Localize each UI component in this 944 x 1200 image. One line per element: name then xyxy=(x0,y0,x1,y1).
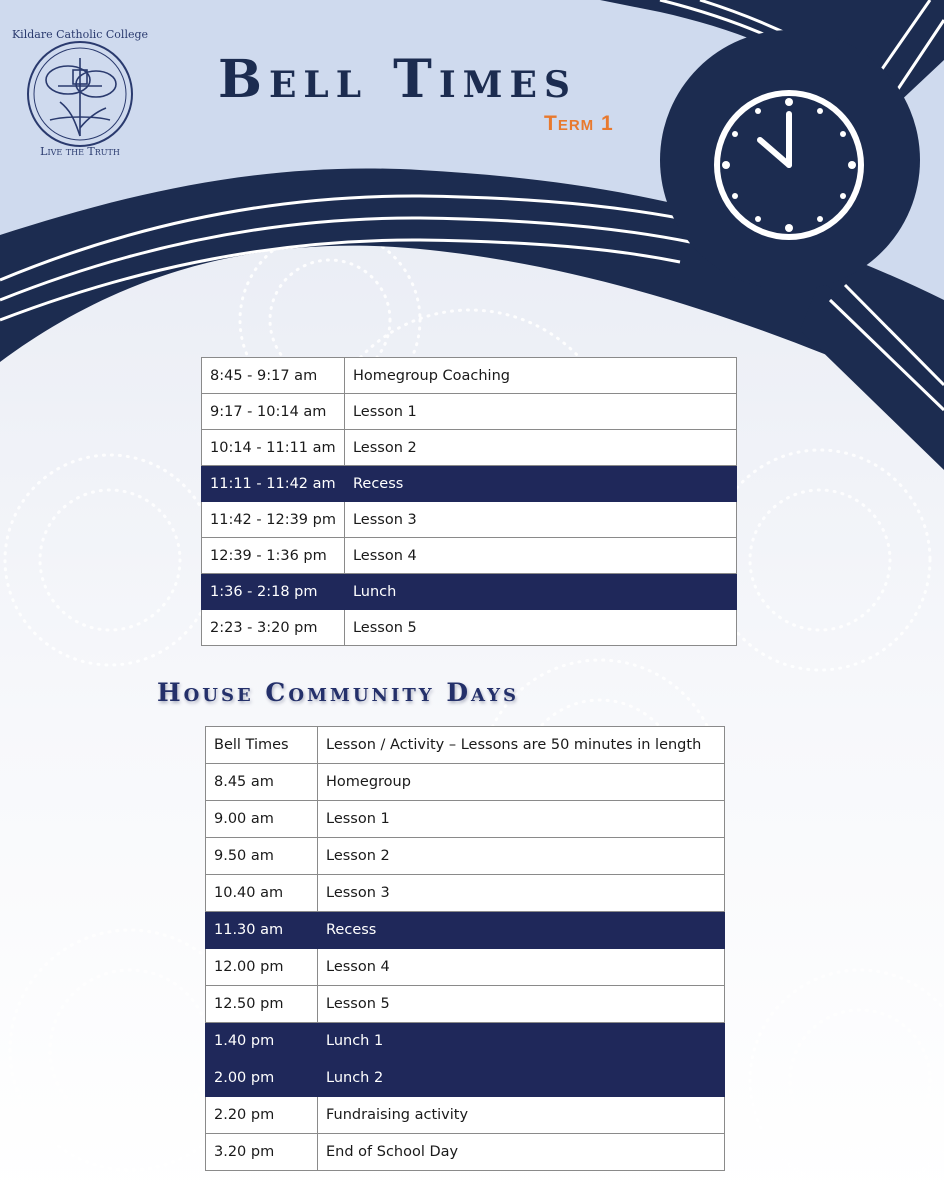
time-cell: 2.00 pm xyxy=(206,1060,318,1097)
table-row xyxy=(206,801,725,838)
activity-cell: Lesson 1 xyxy=(318,801,725,838)
table-row xyxy=(206,875,725,912)
time-cell: 11:42 - 12:39 pm xyxy=(202,502,345,538)
activity-cell: Lesson 4 xyxy=(344,538,736,574)
table-row xyxy=(202,394,737,430)
activity-cell: Lesson 2 xyxy=(344,430,736,466)
activity-cell: Lesson 3 xyxy=(344,502,736,538)
term-label: Term 1 xyxy=(544,112,614,135)
time-cell: 10.40 am xyxy=(206,875,318,912)
activity-cell: End of School Day xyxy=(318,1134,725,1171)
activity-cell: Lesson 3 xyxy=(318,875,725,912)
time-cell: 9:17 - 10:14 am xyxy=(202,394,345,430)
activity-cell: Lesson 5 xyxy=(344,610,736,646)
time-cell: 2:23 - 3:20 pm xyxy=(202,610,345,646)
activity-cell: Lesson 5 xyxy=(318,986,725,1023)
header-activity: Lesson / Activity – Lessons are 50 minutes in length xyxy=(318,727,725,764)
table-row xyxy=(206,912,725,949)
activity-cell: Lesson 1 xyxy=(344,394,736,430)
activity-cell: Lesson 4 xyxy=(318,949,725,986)
activity-cell: Lesson 2 xyxy=(318,838,725,875)
time-cell: 9.00 am xyxy=(206,801,318,838)
table-row xyxy=(202,466,737,502)
college-logo xyxy=(10,28,150,158)
table-row xyxy=(206,1097,725,1134)
activity-cell: Homegroup Coaching xyxy=(344,358,736,394)
time-cell: 9.50 am xyxy=(206,838,318,875)
page-title: Bell Times xyxy=(218,49,577,110)
time-cell: 8:45 - 9:17 am xyxy=(202,358,345,394)
activity-cell: Recess xyxy=(318,912,725,949)
table-row xyxy=(202,538,737,574)
time-cell: 11.30 am xyxy=(206,912,318,949)
table-row xyxy=(202,610,737,646)
time-cell: 1.40 pm xyxy=(206,1023,318,1060)
activity-cell: Recess xyxy=(344,466,736,502)
header-time: Bell Times xyxy=(206,727,318,764)
activity-cell: Lunch 1 xyxy=(318,1023,725,1060)
time-cell: 2.20 pm xyxy=(206,1097,318,1134)
activity-cell: Fundraising activity xyxy=(318,1097,725,1134)
table-row xyxy=(206,764,725,801)
table-row xyxy=(206,1134,725,1171)
activity-cell: Lunch xyxy=(344,574,736,610)
svg-text:Kildare Catholic College: Kildare Catholic College xyxy=(11,28,149,41)
time-cell: 10:14 - 11:11 am xyxy=(202,430,345,466)
clock-icon xyxy=(706,82,872,248)
table-header-row xyxy=(206,727,725,764)
activity-cell: Lunch 2 xyxy=(318,1060,725,1097)
time-cell: 12:39 - 1:36 pm xyxy=(202,538,345,574)
table-row xyxy=(206,986,725,1023)
table-row xyxy=(206,1023,725,1060)
activity-cell: Homegroup xyxy=(318,764,725,801)
table-row xyxy=(206,1060,725,1097)
house-days-title: House Community Days xyxy=(157,678,519,707)
time-cell: 12.00 pm xyxy=(206,949,318,986)
time-cell: 11:11 - 11:42 am xyxy=(202,466,345,502)
bell-times-table xyxy=(201,357,737,646)
table-row xyxy=(202,358,737,394)
time-cell: 12.50 pm xyxy=(206,986,318,1023)
table-row xyxy=(202,430,737,466)
svg-text:Live the Truth: Live the Truth xyxy=(40,145,120,158)
table-row xyxy=(206,838,725,875)
time-cell: 3.20 pm xyxy=(206,1134,318,1171)
table-row xyxy=(206,949,725,986)
time-cell: 8.45 am xyxy=(206,764,318,801)
table-row xyxy=(202,502,737,538)
house-days-table xyxy=(205,726,725,1171)
table-row xyxy=(202,574,737,610)
time-cell: 1:36 - 2:18 pm xyxy=(202,574,345,610)
